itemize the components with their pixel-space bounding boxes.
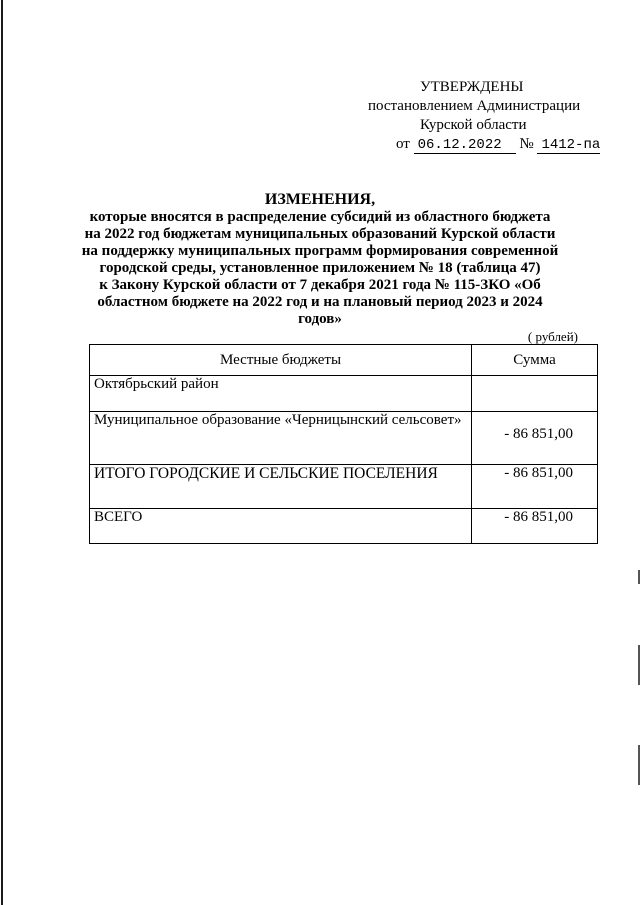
- row-amount: [472, 376, 598, 412]
- table-row: [90, 509, 598, 544]
- row-amount: - 86 851,00: [472, 412, 598, 465]
- row-name: ВСЕГО: [90, 509, 472, 544]
- row-amount: - 86 851,00: [472, 509, 598, 544]
- row-name: Муниципальное образование «Черницынский сельсовет»: [90, 412, 472, 465]
- date-prefix: от: [396, 136, 410, 152]
- approval-block: [360, 78, 600, 154]
- document-heading: [70, 191, 570, 328]
- row-amount: - 86 851,00: [472, 465, 598, 509]
- units-label: ( рублей): [522, 329, 578, 345]
- number-prefix: №: [519, 136, 534, 152]
- heading-line: годов»: [298, 311, 342, 327]
- approval-date-number: [360, 135, 600, 154]
- table-header-row: [90, 345, 598, 376]
- heading-line: которые вносятся в распределение субсидий из областного бюджета: [89, 209, 551, 225]
- page-title: ИЗМЕНЕНИЯ,: [264, 191, 376, 208]
- scan-edge: [1, 0, 3, 905]
- units-note: [478, 330, 578, 344]
- row-name: ИТОГО ГОРОДСКИЕ И СЕЛЬСКИЕ ПОСЕЛЕНИЯ: [90, 465, 472, 509]
- heading-line: к Закону Курской области от 7 декабря 2021 года № 115-ЗКО «Об: [99, 277, 541, 293]
- table-row: [90, 376, 598, 412]
- heading-line: областном бюджете на 2022 год и на плановый период 2023 и 2024: [97, 294, 543, 310]
- table-row: [90, 412, 598, 465]
- heading-line: на 2022 год бюджетам муниципальных образований Курской области: [84, 226, 556, 242]
- budget-table: [89, 344, 598, 544]
- approval-number: 1412-па: [537, 137, 600, 154]
- heading-line: на поддержку муниципальных программ формирования современной: [81, 243, 559, 259]
- approval-issuer: постановлением Администрации: [368, 98, 581, 114]
- row-name: Октябрьский район: [90, 376, 472, 412]
- column-header-budgets: Местные бюджеты: [90, 345, 472, 376]
- approval-title: УТВЕРЖДЕНЫ: [420, 79, 524, 95]
- column-header-amount: Сумма: [472, 345, 598, 376]
- table-row: [90, 465, 598, 509]
- heading-line: городской среды, установленное приложением № 18 (таблица 47): [99, 260, 541, 276]
- approval-date: 06.12.2022: [414, 137, 516, 154]
- approval-region: Курской области: [420, 117, 527, 133]
